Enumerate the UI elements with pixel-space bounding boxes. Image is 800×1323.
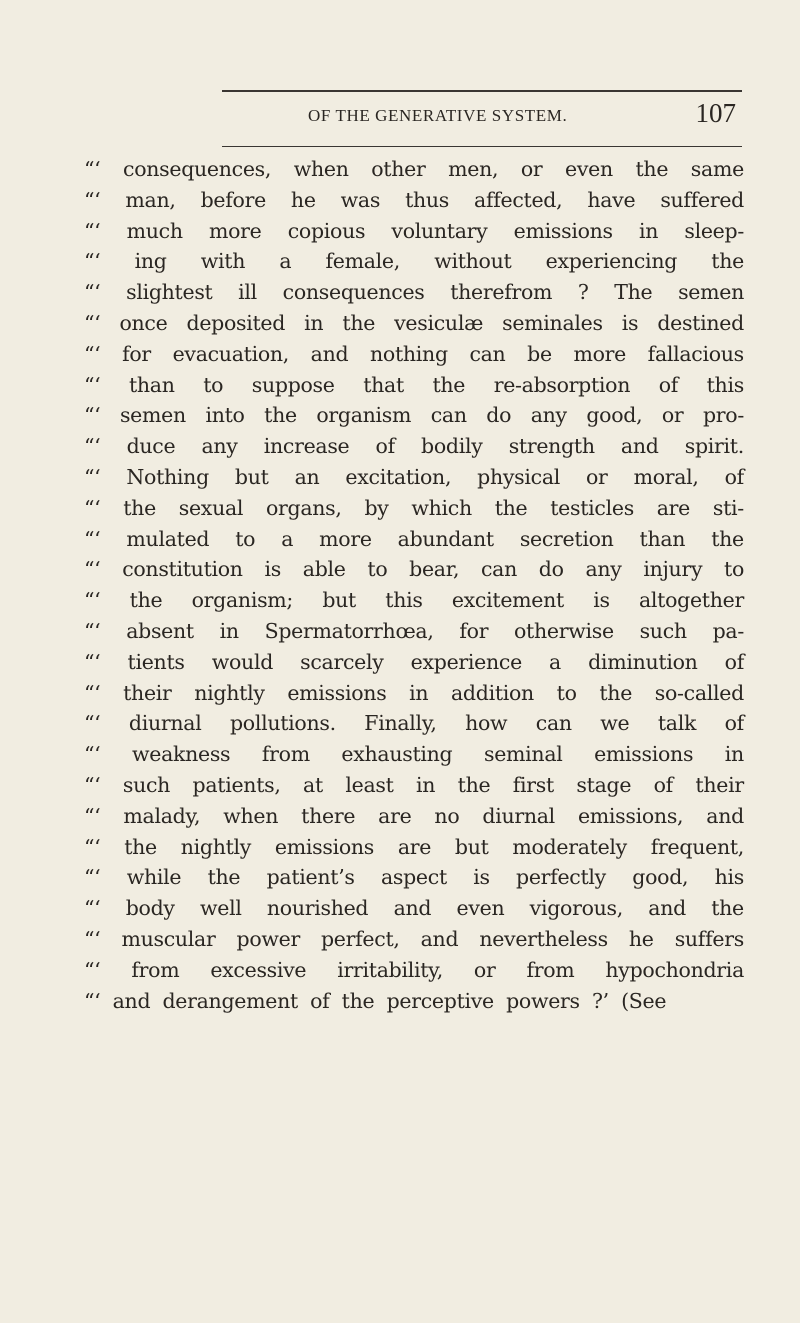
text-line: “‘ for evacuation, and nothing can be more fallacious <box>84 341 744 366</box>
text-line: “‘ mulated to a more abundant secretion than the <box>84 526 744 551</box>
text-line: “‘ from excessive irritability, or from hypochondria <box>84 957 744 982</box>
text-line: “‘ the nightly emissions are but moderately frequent, <box>84 834 744 859</box>
text-line: “‘ the organism; but this excitement is altogether <box>84 588 744 613</box>
text-line: “‘ once deposited in the vesiculæ seminales is destined <box>84 310 744 335</box>
text-line: “‘ constitution is able to bear, can do any injury to <box>84 557 744 582</box>
text-line: “‘ diurnal pollutions. Finally, how can we talk of <box>84 711 744 736</box>
running-head: OF THE GENERATIVE SYSTEM. <box>308 106 568 125</box>
text-line: “‘ and derangement of the perceptive powers ?’ (See <box>84 988 667 1013</box>
page-header <box>222 100 742 134</box>
text-line: “‘ body well nourished and even vigorous, and the <box>84 896 744 921</box>
text-line: “‘ tients would scarcely experience a diminution of <box>84 649 744 674</box>
header-top-rule <box>222 90 742 92</box>
text-line: “‘ than to suppose that the re-absorption of this <box>84 372 744 397</box>
text-line: “‘ weakness from exhausting seminal emissions in <box>84 742 744 767</box>
text-line: “‘ ing with a female, without experiencing the <box>84 249 744 274</box>
text-line: “‘ man, before he was thus affected, have suffered <box>84 187 744 212</box>
text-line: “‘ semen into the organism can do any good, or pro- <box>84 403 744 428</box>
text-line: “‘ malady, when there are no diurnal emissions, and <box>84 803 744 828</box>
text-line: “‘ slightest ill consequences therefrom ? The semen <box>84 280 744 305</box>
body-text <box>84 154 744 1016</box>
text-line: “‘ muscular power perfect, and nevertheless he suffers <box>84 926 744 951</box>
text-line: “‘ while the patient’s aspect is perfectly good, his <box>84 865 744 890</box>
text-line: “‘ absent in Spermatorrhœa, for otherwise such pa- <box>84 618 744 643</box>
text-line: “‘ the sexual organs, by which the testicles are sti- <box>84 495 744 520</box>
text-line: “‘ duce any increase of bodily strength and spirit. <box>84 434 744 459</box>
text-line: “‘ Nothing but an excitation, physical or moral, of <box>84 464 744 489</box>
text-line: “‘ such patients, at least in the first stage of their <box>84 772 744 797</box>
text-line: “‘ much more copious voluntary emissions in sleep- <box>84 218 744 243</box>
text-line: “‘ their nightly emissions in addition to the so-called <box>84 680 744 705</box>
header-bottom-rule <box>222 146 742 147</box>
page-number: 107 <box>695 98 736 128</box>
text-line: “‘ consequences, when other men, or even the same <box>84 157 744 181</box>
